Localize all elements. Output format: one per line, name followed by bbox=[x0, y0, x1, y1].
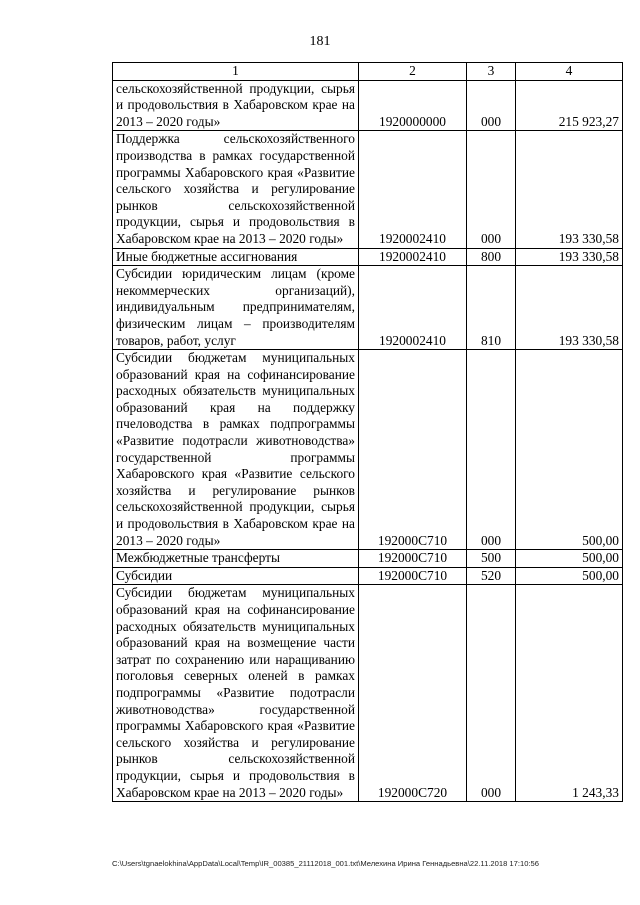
row-code-cell: 1920000000 bbox=[359, 80, 467, 131]
budget-table bbox=[112, 62, 623, 802]
row-code-cell: 1920002410 bbox=[359, 131, 467, 248]
row-name-cell: Поддержка сельскохозяйственного производства в рамках государственной программы Хабаровского края «Развитие сельского хозяйства и регулирование рынков сельскохозяйственной продукции, сырья и продовольствия в Хабаровском крае на 2013 – 2020 годы» bbox=[113, 131, 359, 248]
row-name-cell: Субсидии бюджетам муниципальных образований края на софинансирование расходных обязательств муниципальных образований края на возмещение части затрат по сохранению или наращиванию поголовья северных оленей в рамках подпрограммы «Развитие подотрасли животноводства» государственной программы Хабаровского края «Развитие сельского хозяйства и регулирование рынков сельскохозяйственной продукции, сырья и продовольствия в Хабаровском крае на 2013 – 2020 годы» bbox=[113, 585, 359, 802]
row-name-cell: Субсидии юридическим лицам (кроме некоммерческих организаций), индивидуальным предпринимателям, физическим лицам – производителям товаров, работ, услуг bbox=[113, 266, 359, 350]
table-row bbox=[113, 350, 623, 550]
row-sum-cell: 500,00 bbox=[516, 567, 623, 585]
table-row bbox=[113, 80, 623, 131]
row-kind-cell: 000 bbox=[467, 350, 516, 550]
table-row bbox=[113, 585, 623, 802]
table-row bbox=[113, 248, 623, 266]
row-code-cell: 192000С710 bbox=[359, 567, 467, 585]
row-code-cell: 192000С720 bbox=[359, 585, 467, 802]
row-name-cell: сельскохозяйственной продукции, сырья и продовольствия в Хабаровском крае на 2013 – 2020 годы» bbox=[113, 80, 359, 131]
row-code-cell: 192000С710 bbox=[359, 350, 467, 550]
header-cell: 4 bbox=[516, 63, 623, 81]
row-name-cell: Межбюджетные трансферты bbox=[113, 550, 359, 568]
row-name-cell: Иные бюджетные ассигнования bbox=[113, 248, 359, 266]
row-kind-cell: 000 bbox=[467, 131, 516, 248]
row-kind-cell: 800 bbox=[467, 248, 516, 266]
row-code-cell: 1920002410 bbox=[359, 266, 467, 350]
table-row bbox=[113, 266, 623, 350]
table-row bbox=[113, 550, 623, 568]
header-cell: 1 bbox=[113, 63, 359, 81]
row-kind-cell: 520 bbox=[467, 567, 516, 585]
row-sum-cell: 215 923,27 bbox=[516, 80, 623, 131]
header-cell: 3 bbox=[467, 63, 516, 81]
row-sum-cell: 500,00 bbox=[516, 550, 623, 568]
page-number: 181 bbox=[309, 34, 331, 49]
row-sum-cell: 193 330,58 bbox=[516, 131, 623, 248]
file-path-footer: C:\Users\tgnaelokhina\AppData\Local\Temp\IR_00385_21112018_001.txt\Мелехина Ирина Геннадьевна\22.11.2018 17:10:56 bbox=[112, 859, 539, 868]
row-sum-cell: 193 330,58 bbox=[516, 266, 623, 350]
table-row bbox=[113, 567, 623, 585]
row-code-cell: 1920002410 bbox=[359, 248, 467, 266]
row-sum-cell: 500,00 bbox=[516, 350, 623, 550]
row-kind-cell: 810 bbox=[467, 266, 516, 350]
row-name-cell: Субсидии бюджетам муниципальных образований края на софинансирование расходных обязательств муниципальных образований края на поддержку пчеловодства в рамках подпрограммы «Развитие подотрасли животноводства» государственной программы Хабаровского края «Развитие сельского хозяйства и регулирование рынков сельскохозяйственной продукции, сырья и продовольствия в Хабаровском крае на 2013 – 2020 годы» bbox=[113, 350, 359, 550]
row-kind-cell: 500 bbox=[467, 550, 516, 568]
row-sum-cell: 1 243,33 bbox=[516, 585, 623, 802]
row-sum-cell: 193 330,58 bbox=[516, 248, 623, 266]
table-row bbox=[113, 131, 623, 248]
header-cell: 2 bbox=[359, 63, 467, 81]
row-code-cell: 192000С710 bbox=[359, 550, 467, 568]
row-kind-cell: 000 bbox=[467, 585, 516, 802]
row-name-cell: Субсидии bbox=[113, 567, 359, 585]
row-kind-cell: 000 bbox=[467, 80, 516, 131]
table-header-row bbox=[113, 63, 623, 81]
